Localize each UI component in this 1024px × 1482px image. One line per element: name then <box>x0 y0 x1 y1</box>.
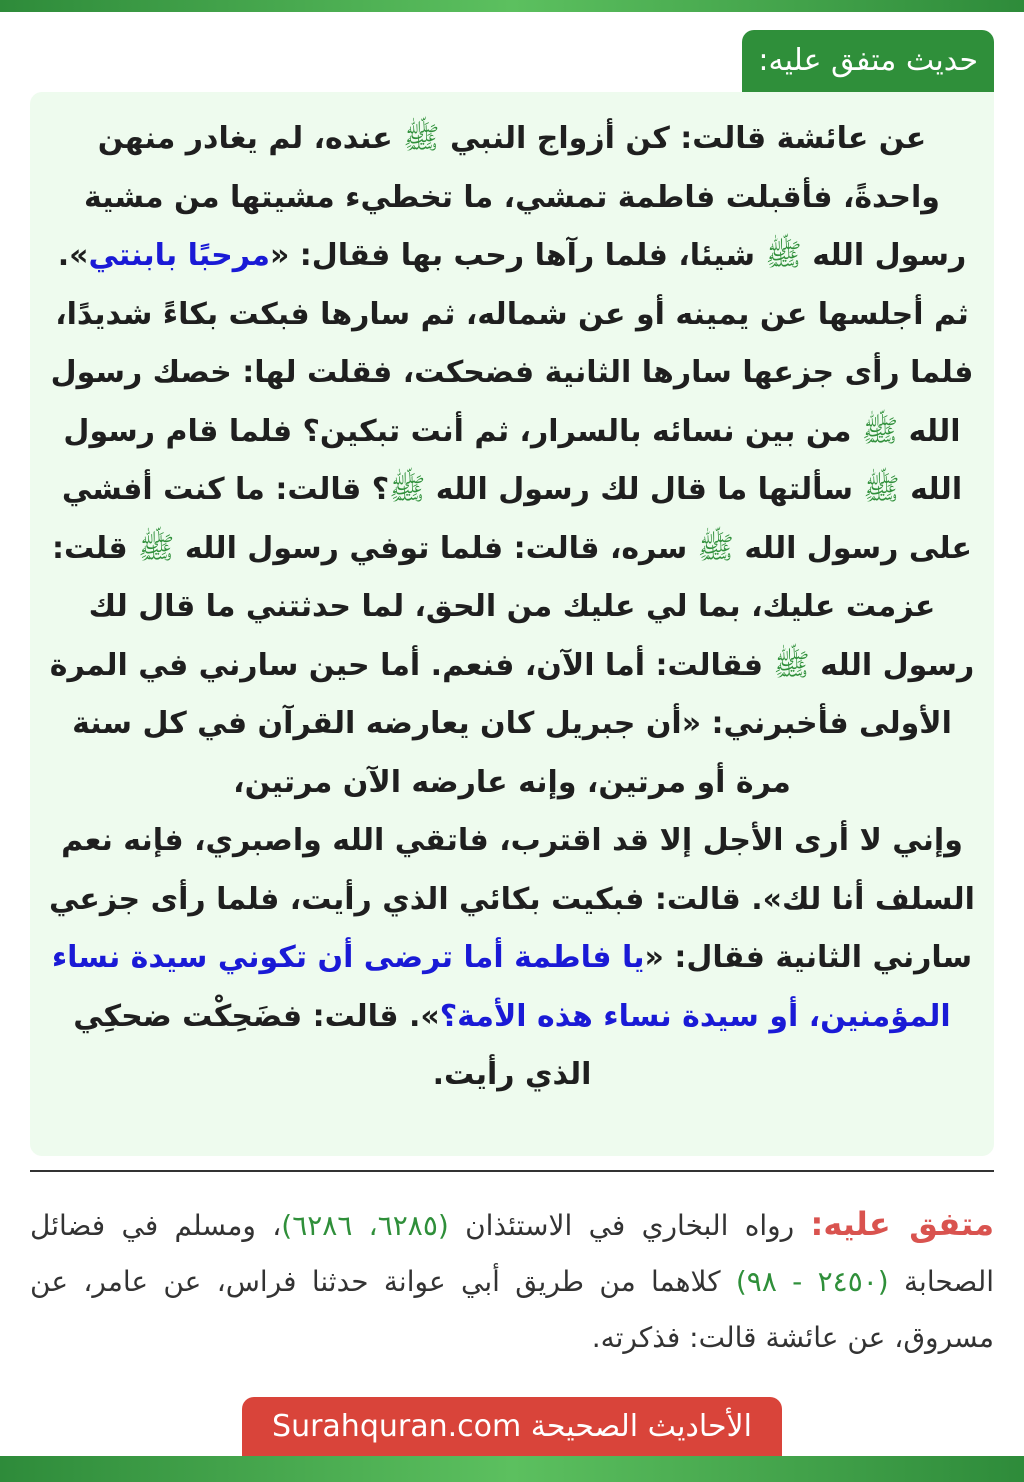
prophet-quote-1: مرحبًا بابنتي <box>88 238 270 273</box>
hadith-type-tag: حديث متفق عليه: <box>742 30 994 92</box>
source-ref-bukhari: (٦٢٨٥، ٦٢٨٦) <box>281 1209 449 1242</box>
salawat-symbol: ﷺ <box>863 472 900 507</box>
salawat-symbol: ﷺ <box>773 647 810 683</box>
salawat-symbol: ﷺ <box>861 413 899 449</box>
hadith-part-13: ». قالت: فضَحِكْت ضحكِي الذي رأيت. <box>73 998 592 1092</box>
site-brand-badge[interactable]: الأحاديث الصحيحة Surahquran.com <box>242 1397 782 1456</box>
source-ref-muslim: (٢٤٥٠ - ٩٨) <box>735 1265 889 1298</box>
hadith-part-6: سألتها ما قال لك رسول الله <box>435 472 853 507</box>
salawat-symbol: ﷺ <box>403 121 440 156</box>
top-bar <box>0 0 1024 12</box>
hadith-part-5: من بين نسائه بالسرار، ثم أنت تبكين؟ فلما قام رسول الله <box>63 413 963 507</box>
hadith-text <box>48 110 976 1105</box>
salawat-symbol: ﷺ <box>138 530 175 566</box>
source-text-3: كلاهما من طريق أبي عوانة حدثنا فراس، عن عامر، عن مسروق، عن عائشة قالت: فذكرته. <box>30 1265 994 1354</box>
source-text-2: ، ومسلم في فضائل الصحابة <box>30 1209 995 1298</box>
divider <box>30 1170 994 1172</box>
hadith-part-11: أما حين سارني في المرة الأولى فأخبرني: «أن جبريل كان يعارضه القرآن في كل سنة مرة أو مرتين، وإنه عارضه الآن مرتين، <box>49 647 952 800</box>
source-label: متفق عليه: <box>810 1205 994 1243</box>
hadith-part-10: فقالت: أما الآن، فنعم. <box>430 647 764 683</box>
salawat-symbol: ﷺ <box>389 472 426 507</box>
hadith-part-8: سره، قالت: فلما توفي رسول الله <box>184 530 688 566</box>
salawat-symbol: ﷺ <box>697 530 734 566</box>
prophet-quote-2: يا فاطمة أما ترضى أن تكوني سيدة نساء المؤمنين، أو سيدة نساء هذه الأمة؟ <box>51 940 951 1034</box>
salawat-symbol: ﷺ <box>765 238 802 273</box>
hadith-part-2: عنده، لم يغادر منهن واحدةً، فأقبلت فاطمة تمشي، ما تخطيء مشيتها من مشية رسول الله <box>84 121 967 273</box>
hadith-part-1: عن عائشة قالت: كن أزواج النبي <box>449 121 927 156</box>
bottom-bar <box>0 1456 1024 1482</box>
hadith-part-3: شيئا، فلما رآها رحب بها فقال: « <box>269 238 756 273</box>
source-paragraph <box>30 1196 994 1366</box>
source-text-1: رواه البخاري في الاستئذان <box>448 1209 811 1242</box>
hadith-part-9: قلت: عزمت عليك، بما لي عليك من الحق، لما حدثتني ما قال لك رسول الله <box>52 530 975 683</box>
hadith-part-7: ؟ قالت: ما كنت أفشي على رسول الله <box>61 472 972 566</box>
hadith-part-12: وإني لا أرى الأجل إلا قد اقترب، فاتقي الله واصبري، فإنه نعم السلف أنا لك». قالت: فبكيت بكائي الذي رأيت، فلما رأى جزعي سارني الثانية فقال: « <box>49 823 975 975</box>
hadith-box <box>30 92 994 1156</box>
hadith-part-4: ». ثم أجلسها عن يمينه أو عن شماله، ثم سارها فبكت بكاءً شديدًا، فلما رأى جزعها سارها الثانية فضحكت، فقلت لها: خصك رسول الله <box>50 238 974 449</box>
